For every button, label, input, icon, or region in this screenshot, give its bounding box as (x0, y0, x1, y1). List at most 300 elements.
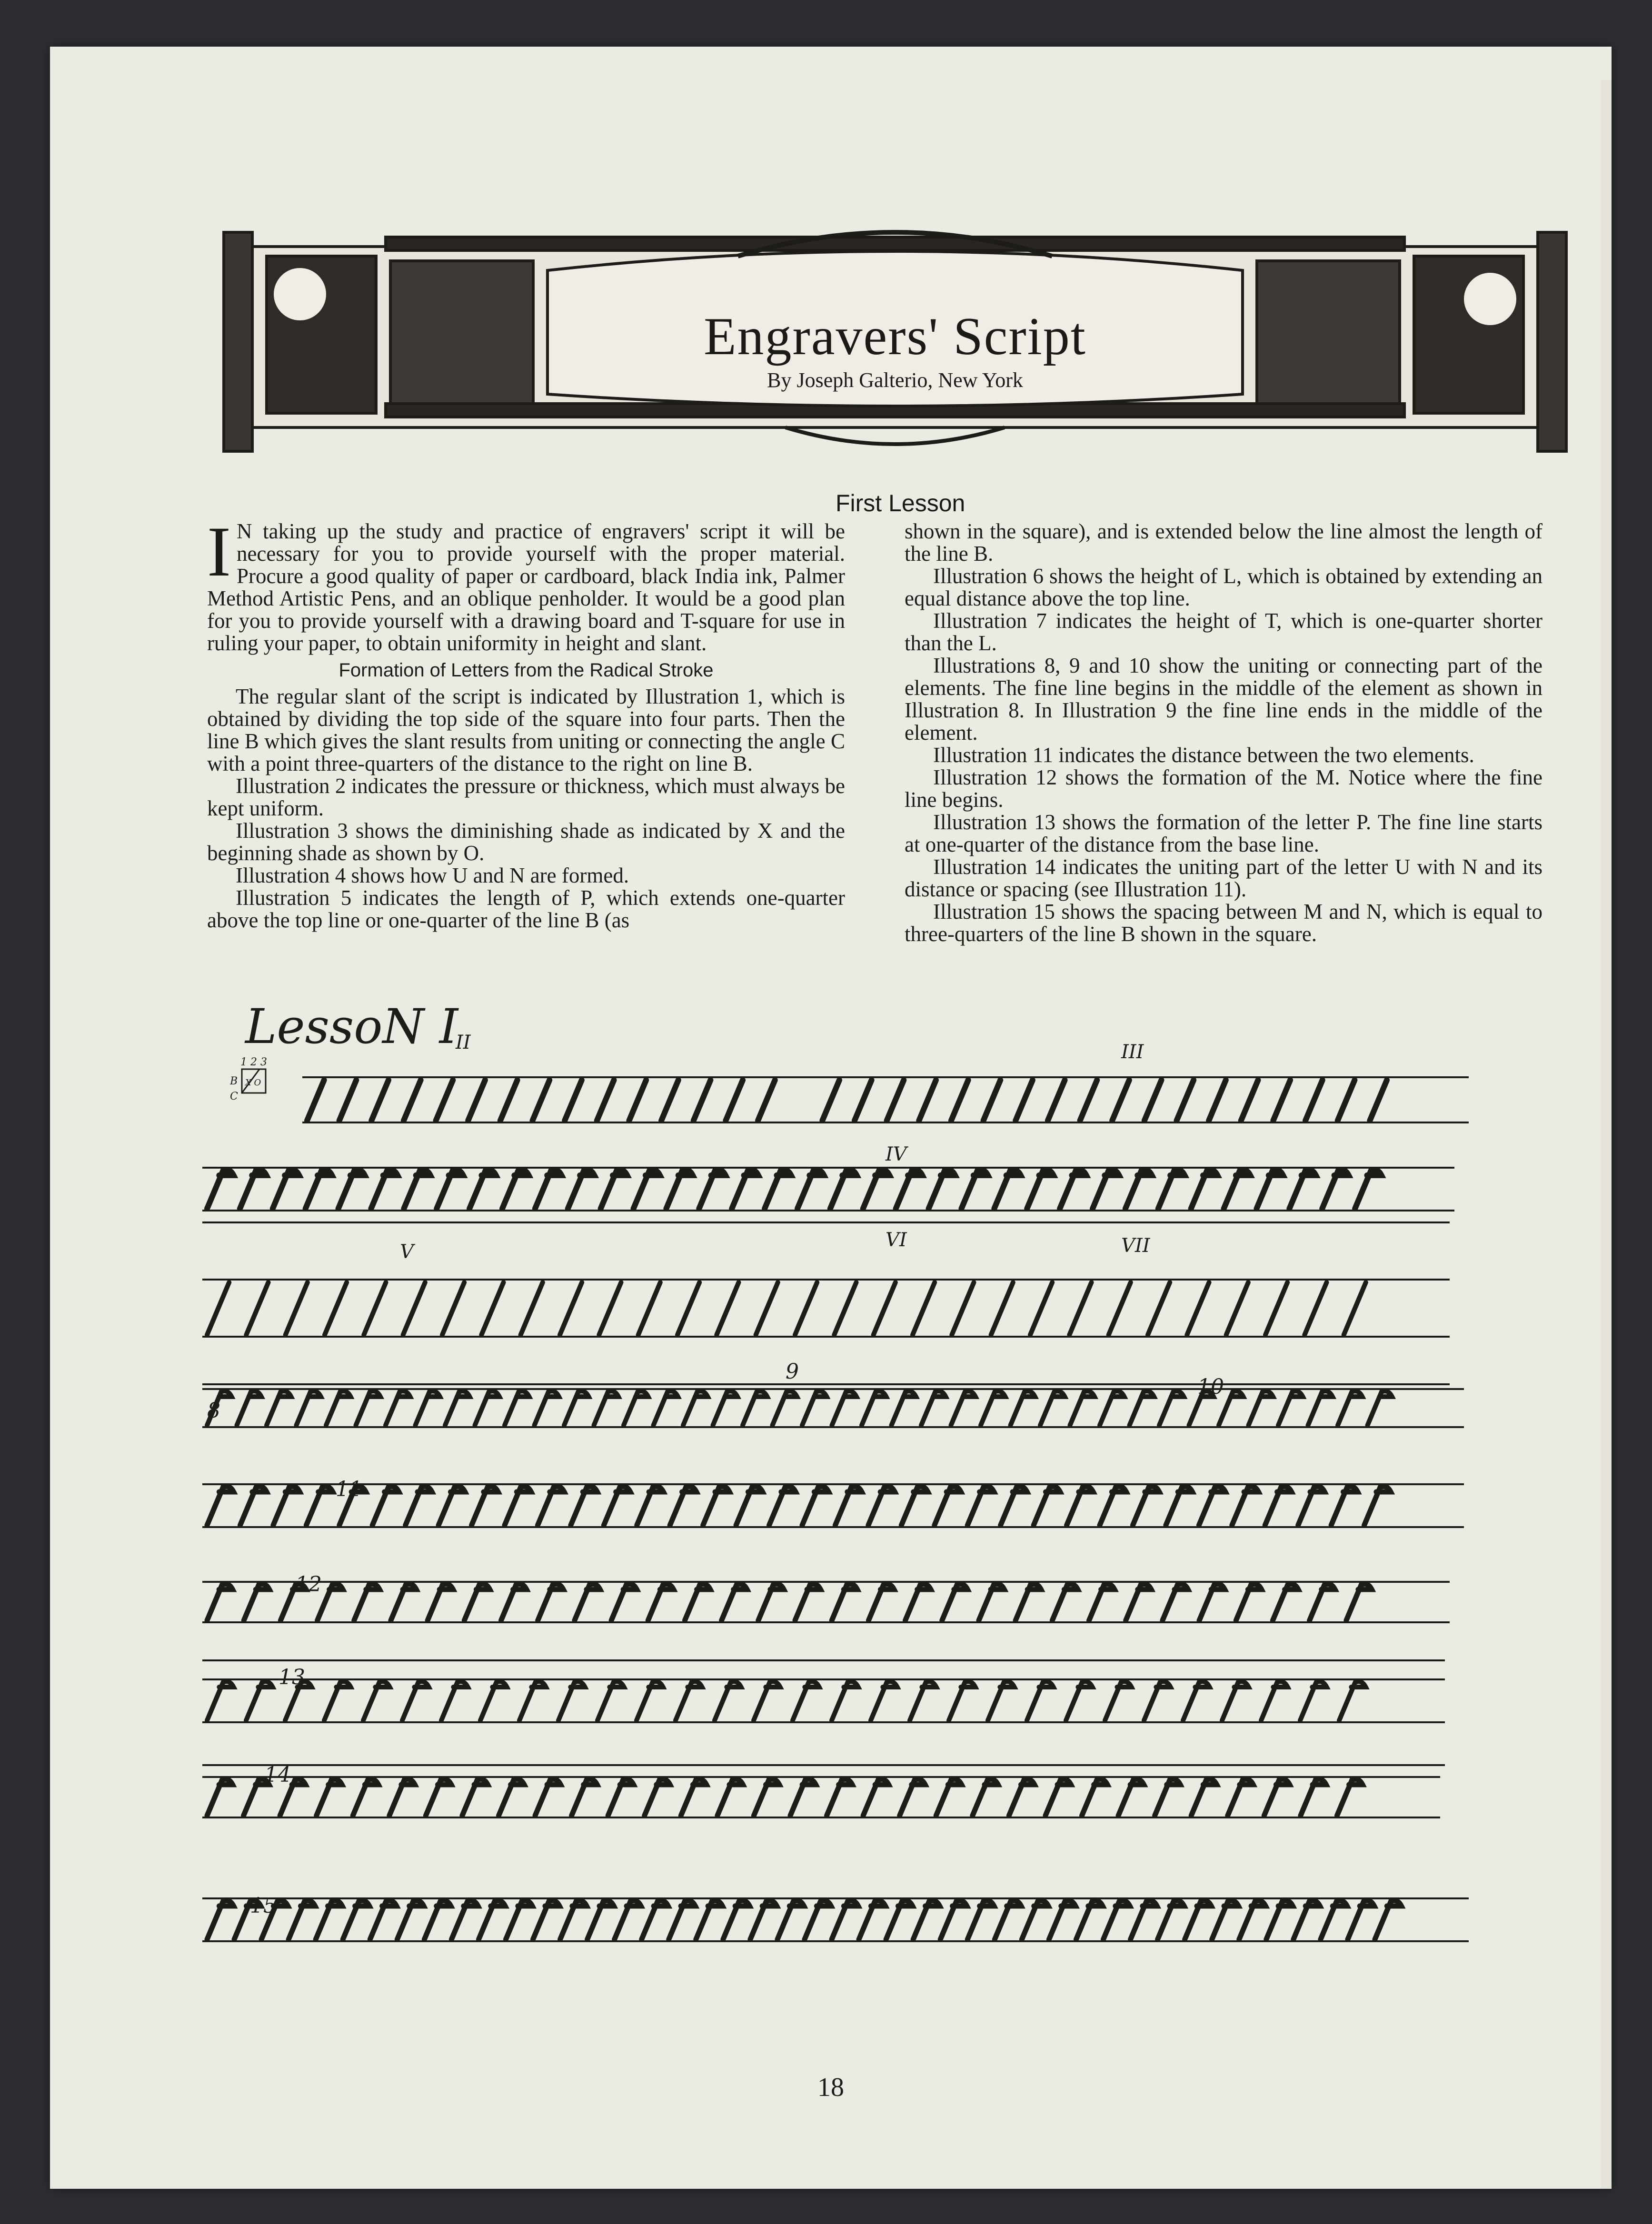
script-stroke (475, 1391, 499, 1425)
script-stroke (442, 1282, 464, 1335)
script-stroke (988, 1681, 1015, 1720)
script-stroke (951, 1391, 975, 1425)
script-stroke (533, 1080, 550, 1121)
script-stroke (1155, 1779, 1181, 1816)
script-stroke (1232, 1486, 1259, 1525)
script-stroke (535, 1779, 561, 1816)
script-stroke (1163, 1584, 1188, 1620)
script-stroke (1199, 1584, 1225, 1620)
script-stroke (624, 1391, 648, 1425)
script-stroke (370, 1900, 397, 1939)
script-stroke (901, 1486, 928, 1525)
script-stroke (913, 1900, 940, 1939)
script-stroke (207, 1486, 234, 1525)
paragraph: Illustration 2 indicates the pressure or thickness, which must always be kept uniform. (207, 774, 845, 820)
script-stroke (1321, 1900, 1347, 1939)
script-stroke (1301, 1779, 1326, 1816)
script-stroke (726, 1080, 743, 1121)
script-stroke (835, 1486, 862, 1525)
script-stroke (645, 1779, 670, 1816)
script-stroke (802, 1486, 829, 1525)
script-stroke (1331, 1486, 1358, 1525)
script-stroke (594, 1391, 618, 1425)
script-stroke (289, 1900, 315, 1939)
script-stroke (1249, 1391, 1273, 1425)
script-stroke (669, 1900, 696, 1939)
script-stroke (1109, 1282, 1131, 1335)
script-stroke (424, 1900, 451, 1939)
script-stroke (722, 1584, 747, 1620)
script-stroke (538, 1584, 564, 1620)
script-stroke (942, 1584, 968, 1620)
script-stroke (951, 1080, 968, 1121)
script-stroke (874, 1282, 896, 1335)
script-stroke (568, 1170, 595, 1209)
script-stroke (445, 1391, 469, 1425)
script-stroke (797, 1170, 824, 1209)
script-stroke (830, 1170, 857, 1209)
script-stroke (1224, 1170, 1251, 1209)
script-stroke (1209, 1080, 1226, 1121)
script-stroke (1185, 1900, 1212, 1939)
script-stroke (756, 1282, 778, 1335)
script-stroke (480, 1681, 507, 1720)
script-stroke (1338, 1080, 1355, 1121)
script-stroke (1144, 1681, 1171, 1720)
script-stroke (654, 1391, 678, 1425)
script-stroke (389, 1779, 415, 1816)
paragraph: Illustration 14 indicates the uniting part of the letter U with N and its distance or spacing (see Illustration 11). (905, 855, 1543, 901)
script-stroke (1191, 1170, 1218, 1209)
script-stroke (1052, 1584, 1078, 1620)
script-stroke (371, 1170, 398, 1209)
script-stroke (1130, 1391, 1154, 1425)
script-stroke (979, 1584, 1005, 1620)
script-stroke (521, 1282, 543, 1335)
script-stroke (1049, 1900, 1075, 1939)
magazine-page (50, 47, 1612, 2189)
illustration-label: VI (886, 1229, 907, 1251)
script-stroke (642, 1900, 668, 1939)
banner-byline: By Joseph Galterio, New York (767, 368, 1023, 392)
script-stroke (913, 1282, 935, 1335)
script-stroke (560, 1282, 582, 1335)
script-stroke (900, 1779, 926, 1816)
script-stroke (207, 1900, 234, 1939)
script-stroke (1364, 1486, 1391, 1525)
script-stroke (464, 1584, 490, 1620)
script-stroke (1158, 1900, 1184, 1939)
script-stroke (754, 1681, 780, 1720)
script-stroke (1344, 1282, 1366, 1335)
script-stroke (608, 1779, 634, 1816)
script-stroke (240, 1170, 267, 1209)
script-stroke (481, 1282, 503, 1335)
script-stroke (1239, 1900, 1266, 1939)
script-stroke (537, 1486, 564, 1525)
paragraph: Illustration 3 shows the diminishing shade as indicated by X and the beginning shade as shown by O. (207, 819, 845, 865)
script-stroke (207, 1779, 233, 1816)
script-stroke (736, 1486, 763, 1525)
script-stroke (896, 1170, 923, 1209)
script-stroke (929, 1170, 955, 1209)
script-stroke (1027, 1170, 1054, 1209)
script-stroke (1289, 1170, 1316, 1209)
script-stroke (1100, 1391, 1124, 1425)
script-stroke (805, 1900, 831, 1939)
script-stroke (1305, 1080, 1323, 1121)
script-stroke (822, 1080, 839, 1121)
script-stroke (967, 1900, 994, 1939)
script-stroke (438, 1486, 465, 1525)
script-stroke (661, 1080, 678, 1121)
script-stroke (681, 1779, 707, 1816)
illustration-label: III (1121, 1041, 1144, 1063)
script-stroke (981, 1391, 1005, 1425)
script-stroke (1339, 1681, 1366, 1720)
script-stroke (1159, 1391, 1184, 1425)
script-stroke (1040, 1391, 1065, 1425)
drop-cap: I (207, 512, 231, 591)
script-stroke (597, 1080, 614, 1121)
script-stroke (750, 1900, 777, 1939)
illustration-label: 14 (264, 1763, 291, 1787)
script-stroke (1241, 1080, 1258, 1121)
script-stroke (1089, 1584, 1115, 1620)
script-stroke (604, 1486, 630, 1525)
script-stroke (1355, 1170, 1382, 1209)
script-stroke (1001, 1486, 1027, 1525)
lesson-heading: First Lesson (836, 490, 965, 516)
page-number: 18 (817, 2073, 844, 2102)
script-stroke (1070, 1391, 1095, 1425)
script-stroke (597, 1681, 624, 1720)
script-stroke (868, 1486, 895, 1525)
script-stroke (571, 1486, 597, 1525)
script-stroke (696, 1900, 723, 1939)
script-stroke (802, 1391, 826, 1425)
script-stroke (1105, 1681, 1132, 1720)
script-stroke (871, 1681, 897, 1720)
script-stroke (868, 1584, 894, 1620)
script-stroke (949, 1681, 975, 1720)
script-stroke (404, 1170, 430, 1209)
script-stroke (207, 1170, 234, 1209)
script-stroke (919, 1080, 936, 1121)
script-stroke (535, 1391, 559, 1425)
script-stroke (1337, 1779, 1363, 1816)
script-stroke (611, 1584, 637, 1620)
script-stroke (402, 1681, 429, 1720)
script-stroke (677, 1282, 699, 1335)
illustration-label: 12 (295, 1572, 322, 1597)
script-stroke (629, 1080, 646, 1121)
square-corner-mark: C (230, 1091, 238, 1102)
script-stroke (501, 1584, 527, 1620)
script-stroke (1273, 1080, 1290, 1121)
script-stroke (1228, 1779, 1254, 1816)
script-stroke (505, 1486, 531, 1525)
illustration-label: V (400, 1241, 414, 1263)
script-stroke (478, 1900, 505, 1939)
script-stroke (832, 1584, 857, 1620)
penmanship-plate (50, 47, 1612, 2189)
script-stroke (1222, 1681, 1249, 1720)
script-stroke (863, 1170, 890, 1209)
script-stroke (1045, 1779, 1071, 1816)
script-stroke (307, 1080, 324, 1121)
script-stroke (648, 1584, 674, 1620)
script-stroke (397, 1900, 424, 1939)
script-stroke (1126, 1584, 1152, 1620)
illustration-label: 8 (207, 1399, 220, 1423)
script-stroke (325, 1282, 347, 1335)
paragraph: Illustration 7 indicates the height of T, which is one-quarter shorter than the L. (905, 609, 1543, 655)
script-stroke (936, 1779, 962, 1816)
script-stroke (599, 1282, 621, 1335)
script-stroke (892, 1391, 916, 1425)
script-stroke (317, 1779, 342, 1816)
script-stroke (500, 1080, 517, 1121)
script-stroke (1370, 1080, 1387, 1121)
script-stroke (1304, 1282, 1326, 1335)
script-stroke (572, 1779, 597, 1816)
script-stroke (795, 1282, 817, 1335)
script-stroke (326, 1391, 350, 1425)
script-stroke (859, 1900, 886, 1939)
script-stroke (793, 1681, 819, 1720)
script-stroke (827, 1779, 853, 1816)
script-stroke (699, 1170, 726, 1209)
script-stroke (961, 1170, 988, 1209)
script-stroke (1112, 1080, 1129, 1121)
square-top-marks: 1 2 3 (240, 1056, 267, 1068)
script-stroke (952, 1282, 974, 1335)
script-stroke (1022, 1900, 1048, 1939)
script-stroke (404, 1080, 421, 1121)
script-stroke (1144, 1080, 1162, 1121)
script-stroke (1308, 1391, 1333, 1425)
script-stroke (769, 1486, 796, 1525)
script-stroke (343, 1900, 369, 1939)
script-stroke (386, 1391, 410, 1425)
script-stroke (207, 1681, 234, 1720)
script-stroke (403, 1282, 425, 1335)
script-stroke (1191, 1779, 1217, 1816)
paragraph: Illustration 11 indicates the distance between the two elements. (933, 743, 1474, 767)
script-stroke (371, 1080, 388, 1121)
script-stroke (1131, 1900, 1157, 1939)
paragraph: Illustration 5 indicates the length of P, which extends one-quarter above the top line or one-quarter of the line B (as (207, 886, 845, 932)
script-stroke (354, 1584, 380, 1620)
script-stroke (1187, 1282, 1209, 1335)
slant-square-diagram (229, 1056, 267, 1102)
script-stroke (637, 1486, 664, 1525)
script-stroke (1011, 1391, 1035, 1425)
script-stroke (560, 1900, 587, 1939)
script-stroke (638, 1282, 660, 1335)
script-stroke (246, 1681, 273, 1720)
script-stroke (832, 1391, 856, 1425)
illustration-label: II (456, 1032, 471, 1053)
script-stroke (1069, 1282, 1091, 1335)
script-stroke (324, 1681, 351, 1720)
script-stroke (723, 1900, 750, 1939)
script-stroke (1076, 1900, 1103, 1939)
script-stroke (273, 1486, 300, 1525)
script-stroke (601, 1170, 627, 1209)
script-stroke (575, 1584, 600, 1620)
script-stroke (240, 1486, 267, 1525)
paragraph: Illustrations 8, 9 and 10 show the uniting or connecting part of the elements. The fine line begins in the middle of the element as shown in Illustration 8. In Illustration 9 the fine line ends in the middle of the element. (905, 654, 1543, 745)
script-stroke (1125, 1170, 1152, 1209)
script-stroke (862, 1391, 886, 1425)
paragraph: Illustration 4 shows how U and N are formed. (236, 864, 629, 887)
script-stroke (207, 1584, 233, 1620)
script-stroke (1278, 1391, 1303, 1425)
script-stroke (1080, 1080, 1097, 1121)
script-stroke (790, 1779, 816, 1816)
script-stroke (1067, 1486, 1094, 1525)
script-stroke (732, 1170, 758, 1209)
script-stroke (1027, 1681, 1054, 1720)
script-stroke (436, 1080, 453, 1121)
script-stroke (1265, 1282, 1287, 1335)
script-stroke (615, 1900, 641, 1939)
script-stroke (339, 1080, 357, 1121)
script-stroke (1158, 1170, 1185, 1209)
script-stroke (1133, 1486, 1159, 1525)
script-stroke (1009, 1779, 1035, 1816)
script-stroke (991, 1282, 1013, 1335)
illustration-label: 11 (336, 1477, 362, 1501)
script-stroke (558, 1681, 585, 1720)
script-stroke (887, 1080, 904, 1121)
illustration-label: 10 (1197, 1375, 1224, 1399)
script-stroke (765, 1170, 791, 1209)
script-stroke (832, 1900, 858, 1939)
script-stroke (1015, 1080, 1033, 1121)
script-stroke (1212, 1900, 1239, 1939)
lesson-label: LessoN I (245, 999, 458, 1054)
script-stroke (855, 1080, 872, 1121)
script-stroke (1264, 1779, 1290, 1816)
script-stroke (1298, 1486, 1325, 1525)
script-stroke (273, 1170, 299, 1209)
script-stroke (1060, 1170, 1086, 1209)
script-stroke (863, 1779, 889, 1816)
script-stroke (1294, 1900, 1320, 1939)
script-stroke (364, 1282, 386, 1335)
script-stroke (940, 1900, 967, 1939)
script-stroke (935, 1486, 961, 1525)
illustration-label: VII (1121, 1235, 1150, 1257)
script-stroke (832, 1681, 858, 1720)
script-stroke (1048, 1080, 1065, 1121)
script-stroke (967, 1486, 994, 1525)
illustration-label: 13 (279, 1665, 305, 1689)
script-stroke (338, 1170, 365, 1209)
script-stroke (428, 1584, 453, 1620)
script-stroke (1310, 1584, 1335, 1620)
paragraph: Illustration 15 shows the spacing between M and N, which is equal to three-quarters of the line B shown in the square. (905, 900, 1543, 946)
script-stroke (499, 1779, 525, 1816)
script-stroke (1226, 1282, 1248, 1335)
script-stroke (1261, 1681, 1288, 1720)
script-stroke (717, 1282, 738, 1335)
script-stroke (587, 1900, 614, 1939)
script-stroke (1236, 1584, 1262, 1620)
script-stroke (758, 1080, 775, 1121)
script-stroke (634, 1170, 660, 1209)
script-stroke (1118, 1779, 1144, 1816)
script-stroke (565, 1080, 582, 1121)
script-stroke (469, 1170, 496, 1209)
script-stroke (441, 1681, 468, 1720)
paragraph: Illustration 6 shows the height of L, which is obtained by extending an equal distance above the top line. (905, 564, 1543, 610)
illustration-label: 15 (250, 1894, 277, 1918)
script-stroke (535, 1170, 562, 1209)
script-stroke (910, 1681, 936, 1720)
script-stroke (743, 1391, 767, 1425)
script-stroke (363, 1681, 390, 1720)
script-stroke (1082, 1779, 1108, 1816)
script-stroke (416, 1391, 440, 1425)
script-stroke (685, 1584, 710, 1620)
paragraph: Illustration 13 shows the formation of the letter P. The fine line starts at one-quarter of the distance from the base line. (905, 810, 1543, 856)
script-stroke (451, 1900, 478, 1939)
script-stroke (717, 1779, 743, 1816)
script-stroke (773, 1391, 797, 1425)
script-stroke (1256, 1170, 1283, 1209)
script-stroke (1348, 1900, 1374, 1939)
intro-text: N taking up the study and practice of engravers' script it will be necessary for you to provide yourself with the proper material. Procure a good quality of paper or cardboard, black India ink, Palmer Method Artistic Pens, and an oblique penholder. It would be a good plan for you to provide yourself with a drawing board and T-square for use in ruling your paper, to obtain uniformity in height and slant. (207, 519, 845, 655)
script-stroke (886, 1900, 913, 1939)
script-stroke (1199, 1486, 1225, 1525)
script-stroke (1100, 1486, 1126, 1525)
script-stroke (356, 1391, 380, 1425)
script-stroke (715, 1681, 741, 1720)
script-stroke (994, 1170, 1021, 1209)
script-stroke (207, 1282, 229, 1335)
script-stroke (1104, 1900, 1130, 1939)
script-stroke (754, 1779, 779, 1816)
script-stroke (703, 1486, 730, 1525)
script-stroke (666, 1170, 693, 1209)
script-stroke (777, 1900, 804, 1939)
script-stroke (1300, 1681, 1327, 1720)
script-stroke (1030, 1282, 1052, 1335)
illustration-label: 9 (786, 1360, 799, 1384)
script-stroke (637, 1681, 663, 1720)
script-stroke (921, 1391, 945, 1425)
script-stroke (297, 1391, 321, 1425)
script-stroke (1183, 1681, 1210, 1720)
script-stroke (795, 1584, 821, 1620)
script-stroke (246, 1282, 268, 1335)
script-stroke (306, 1170, 332, 1209)
script-stroke (406, 1486, 432, 1525)
script-stroke (316, 1900, 342, 1939)
script-stroke (984, 1080, 1001, 1121)
illustration-label: IV (886, 1143, 907, 1165)
script-stroke (468, 1080, 485, 1121)
script-stroke (1176, 1080, 1194, 1121)
script-stroke (676, 1681, 702, 1720)
script-stroke (1265, 1486, 1292, 1525)
script-stroke (758, 1584, 784, 1620)
paragraph: Illustration 12 shows the formation of the M. Notice where the fine line begins. (905, 765, 1543, 812)
